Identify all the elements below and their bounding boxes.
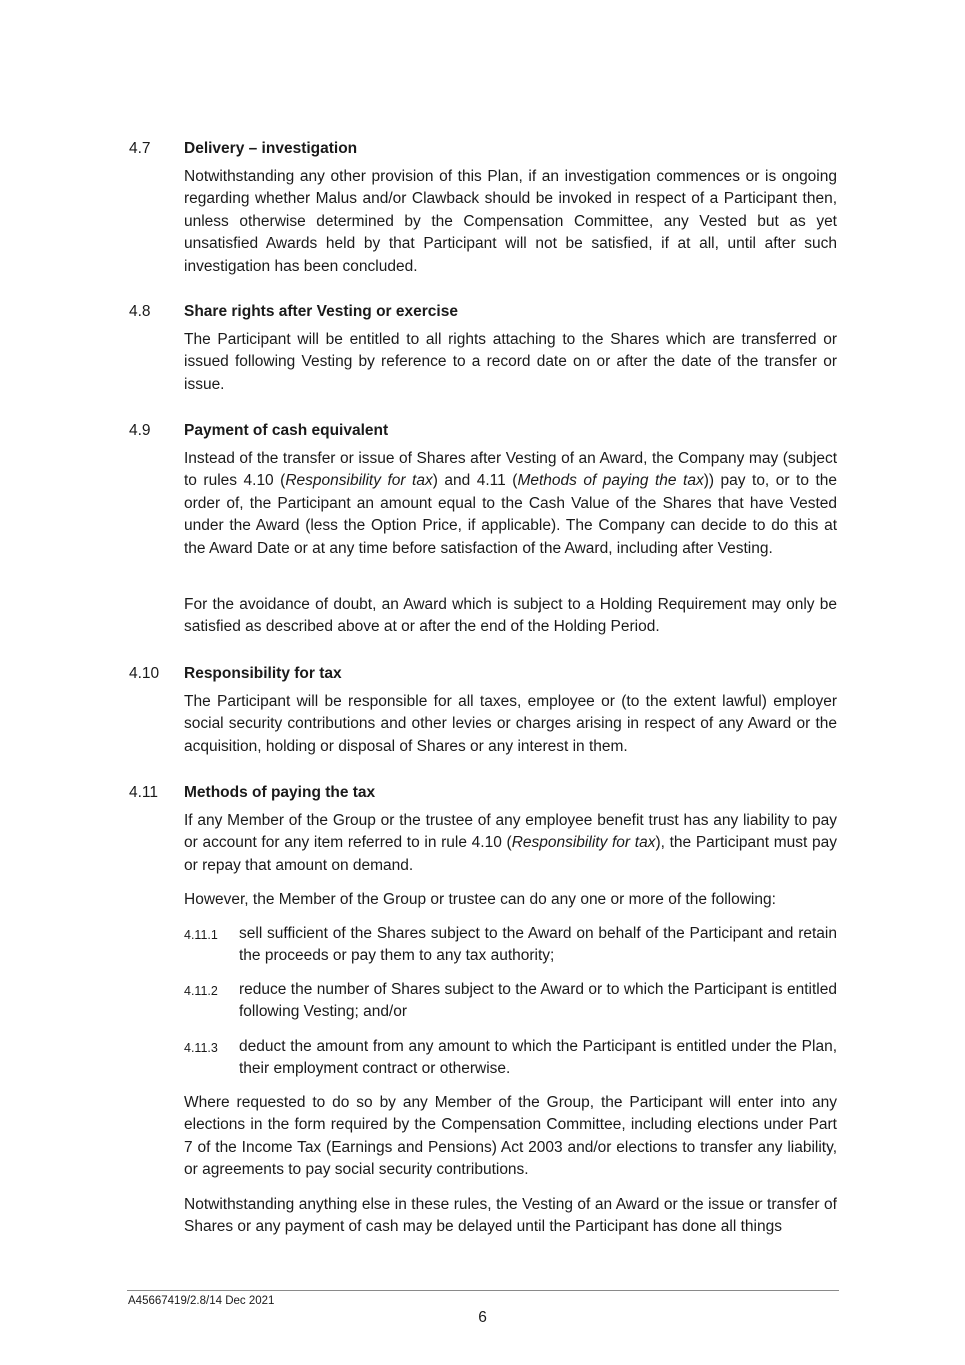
paragraph: Where requested to do so by any Member of the Group, the Participant will enter into any elections in the form required by the Compensation Committee, including elections under Part 7 of the Income Tax (Earnings and Pensions) Act 2003 and/or elections to transfer any liability, or agreements to pay social security contributions. (184, 1094, 837, 1179)
list-item-number: 4.11.3 (184, 1041, 218, 1055)
list-item-number: 4.11.2 (184, 984, 218, 998)
paragraph: The Participant will be entitled to all rights attaching to the Shares which are transferred or issued following Vesting by reference to a record date on or after the date of the transfer or issue. (184, 331, 837, 393)
section-heading: Share rights after Vesting or exercise (184, 303, 458, 320)
list-item: sell sufficient of the Shares subject to the Award on behalf of the Participant and retain the proceeds or pay them to any tax authority; (239, 925, 837, 965)
section-heading: Delivery – investigation (184, 140, 358, 157)
section-number: 4.10 (129, 665, 160, 682)
text-run: )) pay to, or to the order of, the Participant an amount equal to the Cash Value of the Shares that have Vested under the Award (less the Option Price, if applicable). The Company can decide to do this at the Award Date or at any time before satisfaction of the Award, including after Vesting. (184, 472, 837, 557)
document-reference: A45667419/2.8/14 Dec 2021 (128, 1295, 275, 1307)
section-heading: Responsibility for tax (184, 665, 342, 682)
list-item: reduce the number of Shares subject to the Award or to which the Participant is entitled following Vesting; and/or (239, 981, 837, 1021)
paragraph: However, the Member of the Group or trustee can do any one or more of the following: (184, 891, 776, 908)
rule-reference: Methods of paying the tax (517, 472, 704, 490)
list-item-number: 4.11.1 (184, 928, 218, 942)
text-run: Instead of the transfer or issue of Shares after Vesting of an Award, the Company may (subject to rules 4.10 ( (184, 450, 837, 490)
paragraph: Notwithstanding anything else in these rules, the Vesting of an Award or the issue or transfer of Shares or any payment of cash may be delayed until the Participant has done all things (184, 1196, 837, 1236)
section-number: 4.8 (129, 303, 151, 320)
rule-reference: Responsibility for tax (285, 472, 433, 490)
page-number: 6 (478, 1309, 487, 1326)
list-item: deduct the amount from any amount to which the Participant is entitled under the Plan, their employment contract or otherwise. (239, 1038, 837, 1078)
text-run: ), the Participant must pay or repay that amount on demand. (184, 834, 838, 874)
text-run: ) and 4.11 ( (432, 472, 518, 490)
paragraph (184, 448, 837, 560)
text-run: If any Member of the Group or the trustee of any employee benefit trust has any liability to pay or account for any item referred to in rule 4.10 ( (184, 812, 837, 852)
section-heading: Methods of paying the tax (184, 784, 376, 801)
rule-reference: Responsibility for tax (511, 834, 656, 852)
paragraph: The Participant will be responsible for all taxes, employee or (to the extent lawful) employer social security contributions and other levies or charges arising in respect of any Award or the acquisition, holding or disposal of Shares or any interest in them. (184, 693, 837, 755)
section-number: 4.7 (129, 140, 151, 157)
paragraph: For the avoidance of doubt, an Award which is subject to a Holding Requirement may only be satisfied as described above at or after the end of the Holding Period. (184, 596, 837, 636)
section-number: 4.9 (129, 422, 151, 439)
paragraph (184, 810, 837, 877)
section-heading: Payment of cash equivalent (184, 422, 389, 439)
paragraph: Notwithstanding any other provision of this Plan, if an investigation commences or is ongoing regarding whether Malus and/or Clawback should be invoked in respect of a Participant then, unless otherwise determined by the Compensation Committee, any Vested but as yet unsatisfied Awards held by that Participant will not be satisfied, if at all, until after such investigation has been concluded. (184, 168, 837, 275)
section-number: 4.11 (129, 784, 159, 801)
footer-divider (127, 1290, 839, 1291)
